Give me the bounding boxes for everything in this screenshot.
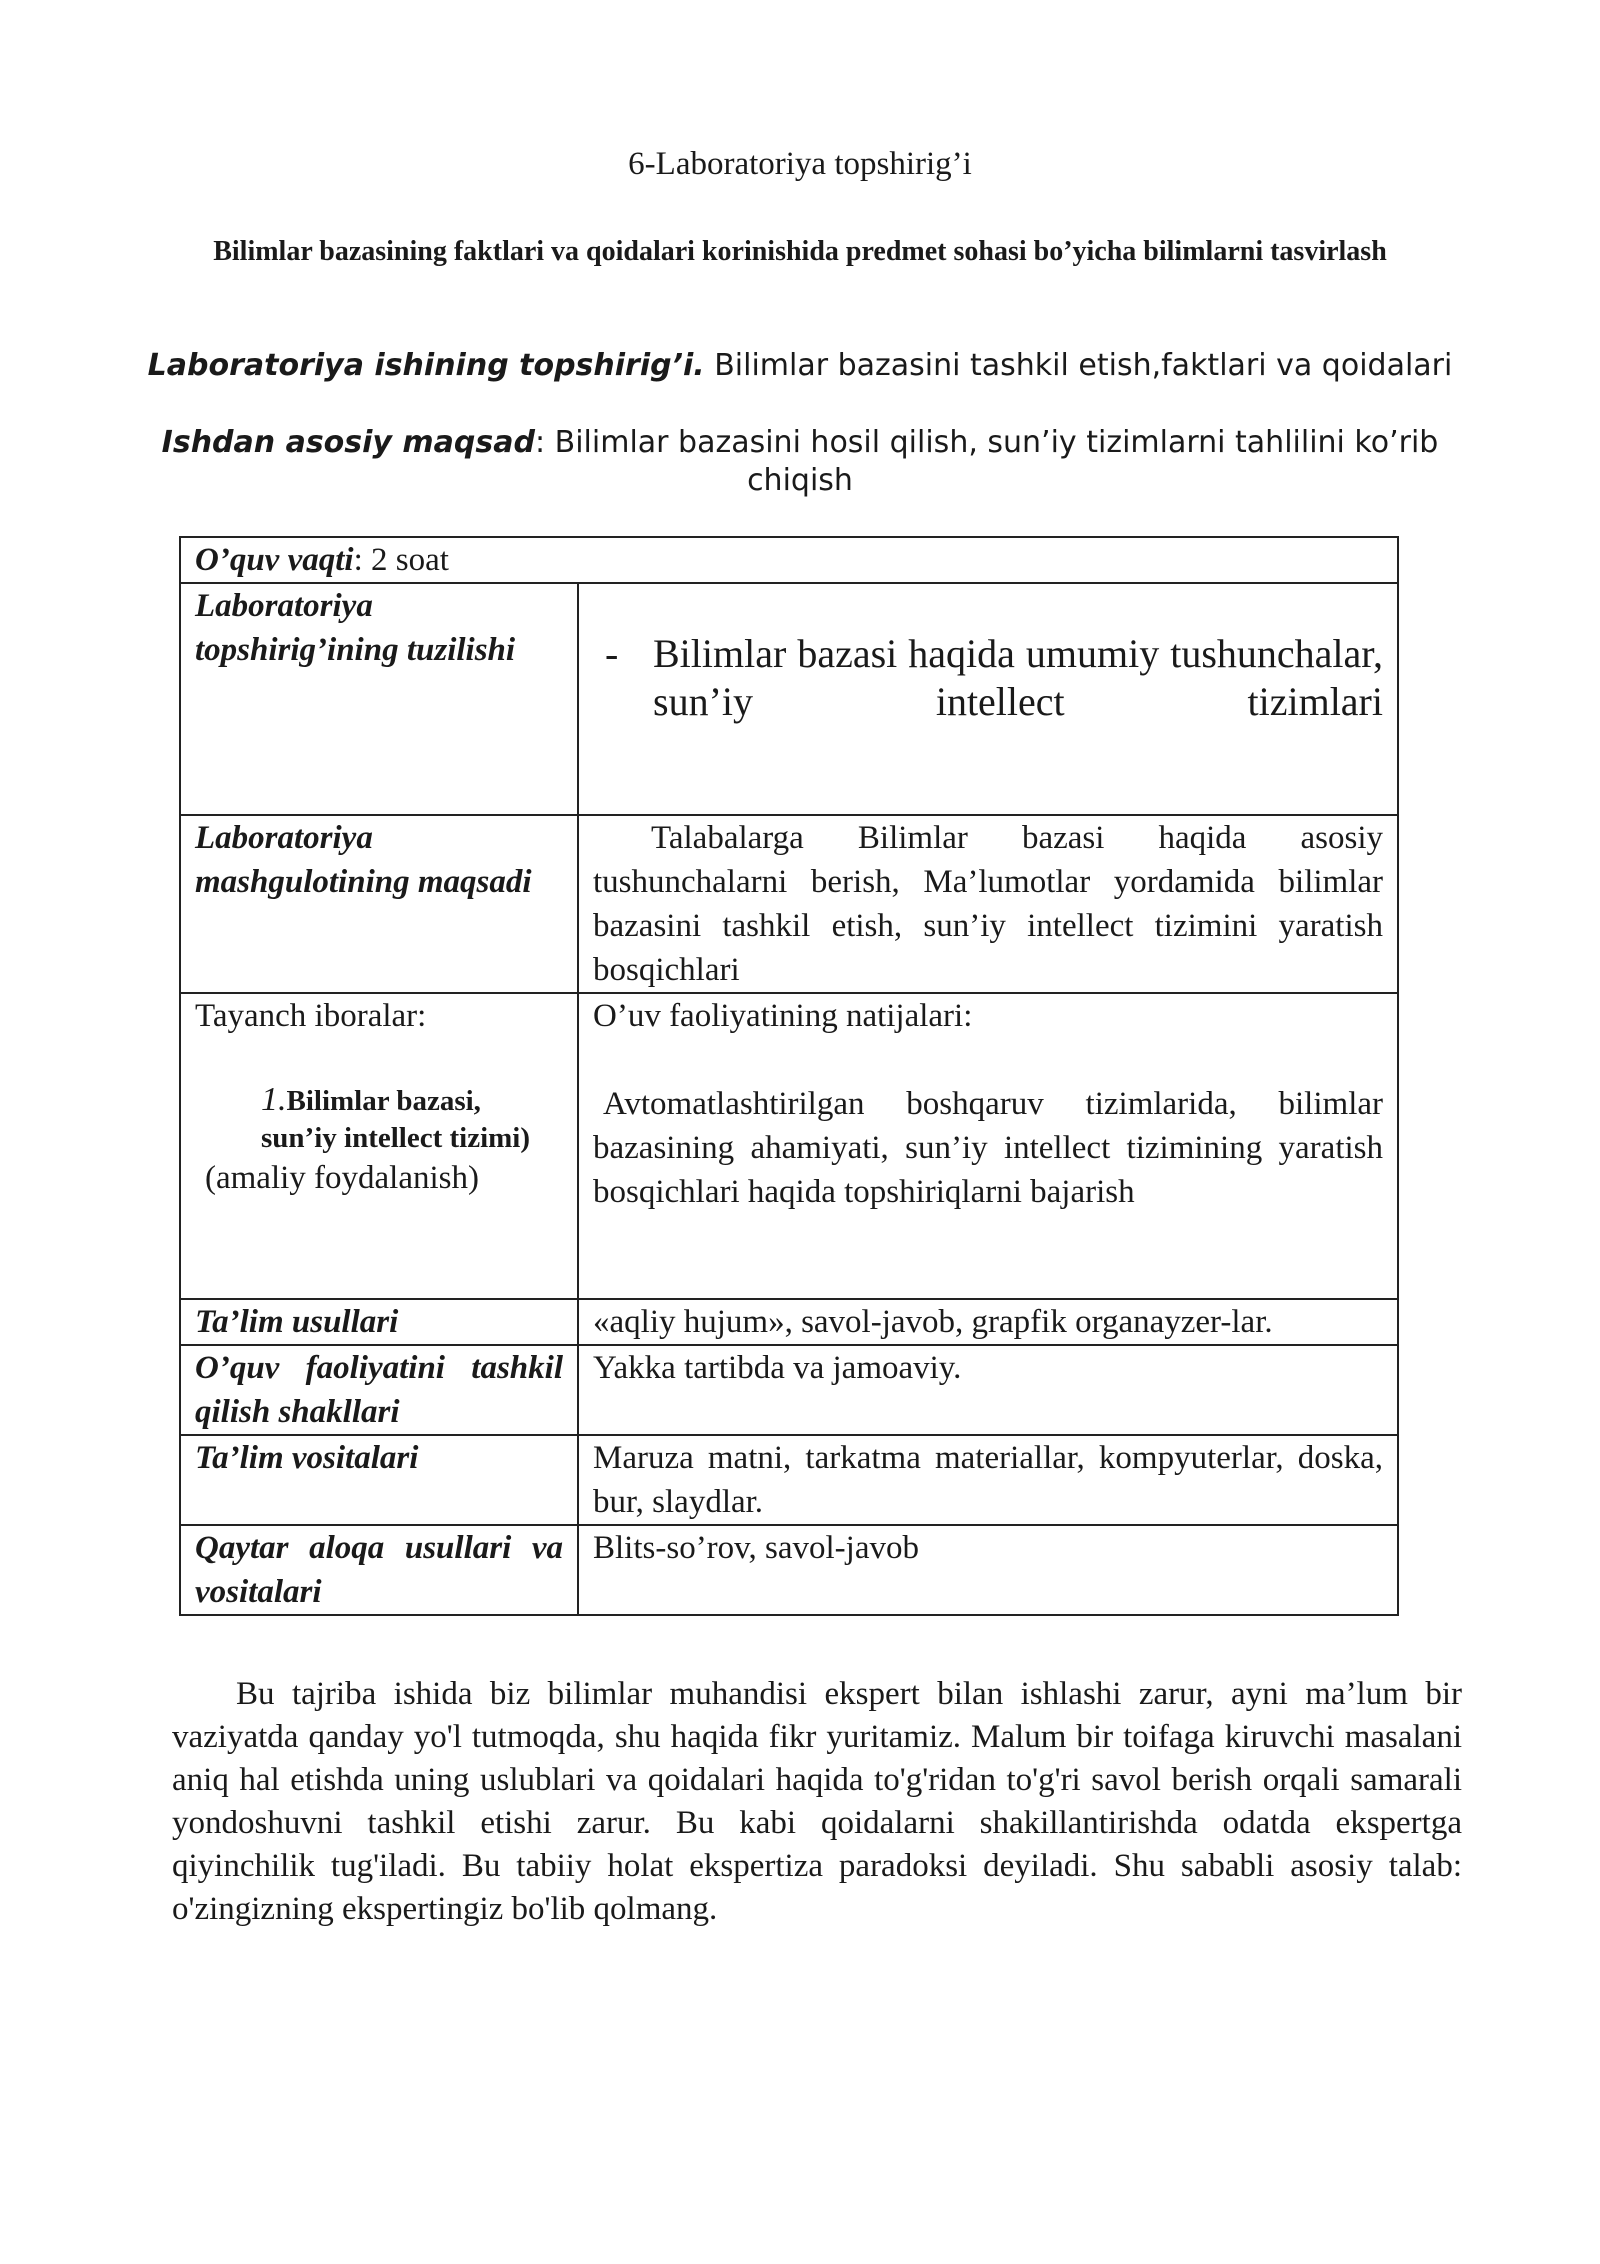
goal-line [150,424,1450,500]
document-title: 6-Laboratoriya topshirig’i [628,146,972,182]
study-time-value: : 2 soat [353,542,449,578]
forms-value: Yakka tartibda va jamoaviy. [578,1345,1398,1435]
study-time-label: O’quv vaqti [195,542,354,578]
methods-label: Ta’lim usullari [180,1299,578,1345]
study-time-cell [180,537,1398,583]
goal-label: Ishdan asosiy maqsad [161,425,535,460]
results-value: Avtomatlashtirilgan boshqaruv tizimlarida, bilimlar bazasining ahamiyati, sun’iy intellect tizimining yaratish bosqichlari haqida topshiriqlarni bajarish [593,1086,1383,1210]
table-row-methods [180,1299,1398,1345]
task-line [0,348,1600,383]
task-label: Laboratoriya ishining topshirig’i. [147,348,705,383]
table-row-forms [180,1345,1398,1435]
purpose-label: Laboratoriya mashgulotining maqsadi [180,815,578,993]
task-text: Bilimlar bazasini tashkil etish,faktlari va qoidalari [704,348,1453,383]
goal-text: : Bilimlar bazasini hosil qilish, sun’iy tizimlarni tahlilini ko’rib chiqish [534,425,1439,498]
keywords-label: Tayanch iboralar: [195,998,427,1034]
methods-value: «aqliy hujum», savol-javob, grapfik organayzer-lar. [578,1299,1398,1345]
table-row-feedback [180,1525,1398,1615]
keywords-extra: (amaliy foydalanish) [205,1160,479,1196]
keywords-item [195,1082,563,1156]
info-table [179,536,1399,1616]
table-row-purpose [180,815,1398,993]
document-subtitle: Bilimlar bazasining faktlari va qoidalari korinishida predmet sohasi bo’yicha bilimlarni tasvirlash [213,236,1387,267]
keywords-number: 1. [261,1081,287,1118]
structure-value: Bilimlar bazasi haqida umumiy tushunchalar, sun’iy intellect tizimlari [653,631,1383,724]
results-label: O’uv faoliyatining natijalari: [593,998,973,1034]
structure-label: Laboratoriya topshirig’ining tuzilishi [180,583,578,815]
table-row-keywords-results [180,993,1398,1299]
body-paragraph: Bu tajriba ishida biz bilimlar muhandisi ekspert bilan ishlashi zarur, ayni ma’lum bir vaziyatda qanday yo'l tutmoqda, shu haqida fikr yuritamiz. Malum bir toifaga kiruvchi masalani aniq hal etishda uning uslublari va qoidalari haqida to'g'ridan to'g'ri savol berish orqali samarali yondoshuvni tashkil etishi zarur. Bu kabi qoidalarni shakillantirishda odatda ekspertga qiyinchilik tug'iladi. Bu tabiiy holat ekspertiza paradoksi deyiladi. Shu sababli asosiy talab: o'zingizning ekspertingiz bo'lib qolmang. [172,1676,1462,1927]
table-row-study-time [180,537,1398,583]
purpose-value: Talabalarga Bilimlar bazasi haqida asosiy tushunchalarni berish, Ma’lumotlar yordamida bilimlar bazasini tashkil etish, sun’iy intellect tizimini yaratish bosqichlari [578,815,1398,993]
tools-value: Maruza matni, tarkatma materiallar, kompyuterlar, doska, bur, slaydlar. [578,1435,1398,1525]
feedback-value: Blits-so’rov, savol-javob [578,1525,1398,1615]
table-row-structure [180,583,1398,815]
feedback-label: Qaytar aloqa usullari va vositalari [180,1525,578,1615]
results-cell [578,993,1398,1299]
table-row-tools [180,1435,1398,1525]
keywords-bold: Bilimlar bazasi, sun’iy intellect tizimi) [261,1085,531,1154]
structure-dash: - [605,631,619,676]
keywords-cell [180,993,578,1299]
forms-label: O’quv faoliyatini tashkil qilish shakllari [180,1345,578,1435]
structure-cell [578,583,1398,815]
tools-label: Ta’lim vositalari [180,1435,578,1525]
